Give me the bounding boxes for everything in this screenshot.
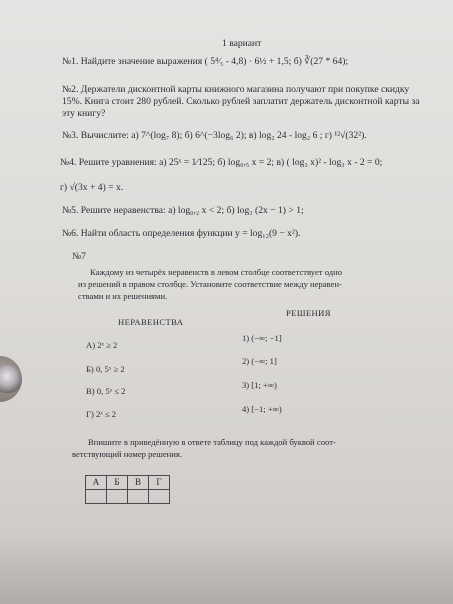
solution-4: 4) [−1; +∞) xyxy=(242,404,282,414)
answer-header-a: А xyxy=(86,476,107,490)
solution-2: 2) (−∞; 1] xyxy=(242,356,277,366)
answer-header-v: В xyxy=(128,476,149,490)
task-7-intro-line-3: ствами и их решениями. xyxy=(78,291,168,301)
answer-table-header-row xyxy=(86,476,170,490)
answer-table-answer-row xyxy=(86,490,170,504)
task-2-line-2: 15%. Книга стоит 280 рублей. Сколько рублей заплатит держатель дисконтной карты за xyxy=(62,96,420,107)
answer-table xyxy=(85,475,170,504)
answer-header-b: Б xyxy=(107,476,128,490)
task-4-line-2: г) √(3x + 4) = x. xyxy=(60,182,124,193)
task-7-outro-line-2: ветствующий номер решения. xyxy=(72,449,182,459)
solution-3: 3) [1; +∞) xyxy=(242,380,277,390)
task-7-outro-line-1: Впишите в приведённую в ответе таблицу под каждой буквой соот- xyxy=(88,437,336,447)
task-6: №6. Найти область определения функции y = log₁₂(9 − x²). xyxy=(62,228,301,239)
solution-1: 1) (−∞; −1] xyxy=(242,333,282,343)
inequality-g: Г) 2ˣ ≤ 2 xyxy=(86,409,117,419)
task-2-line-1: №2. Держатели дисконтной карты книжного магазина получают при покупке скидку xyxy=(62,84,410,95)
page-shadow xyxy=(0,534,453,604)
inequalities-column-header: НЕРАВЕНСТВА xyxy=(118,317,184,327)
inequality-a: А) 2ˣ ≥ 2 xyxy=(86,340,118,350)
variant-heading: 1 вариант xyxy=(222,38,262,49)
task-5: №5. Решите неравенства: а) log₀,₂ x < 2; б) log₃ (2x − 1) > 1; xyxy=(62,205,304,216)
answer-cell-g xyxy=(149,490,170,504)
task-2-line-3: эту книгу? xyxy=(62,108,106,119)
answer-cell-b xyxy=(107,490,128,504)
inequality-b: Б) 0, 5ˣ ≥ 2 xyxy=(86,364,125,374)
solutions-column-header: РЕШЕНИЯ xyxy=(286,308,331,318)
inequality-v: В) 0, 5ˣ ≤ 2 xyxy=(86,386,126,396)
task-7-intro-line-2: из решений в правом столбце. Установите соответствие между неравен- xyxy=(78,279,342,289)
answer-header-g: Г xyxy=(149,476,170,490)
task-7-title: №7 xyxy=(72,251,86,262)
answer-cell-v xyxy=(128,490,149,504)
task-4-line-1: №4. Решите уравнения: а) 25ˣ = 1⁄125; б) log₀,₅ x = 2; в) ( log₃ x)² - log₃ x - 2 = 0; xyxy=(60,157,383,168)
task-1: №1. Найдите значение выражения ( 5⁴⁄₅ - 4,8) · 6½ + 1,5; б) ∛(27 * 64); xyxy=(62,56,349,67)
task-7-intro-line-1: Каждому из четырёх неравенств в левом столбце соответствует одно xyxy=(90,267,343,277)
answer-cell-a xyxy=(86,490,107,504)
task-3: №3. Вычислите: а) 7^(log₇ 8); б) 6^(−3log₆ 2); в) log₂ 24 - log₂ 6 ; г) ¹²√(32²). xyxy=(62,130,367,141)
